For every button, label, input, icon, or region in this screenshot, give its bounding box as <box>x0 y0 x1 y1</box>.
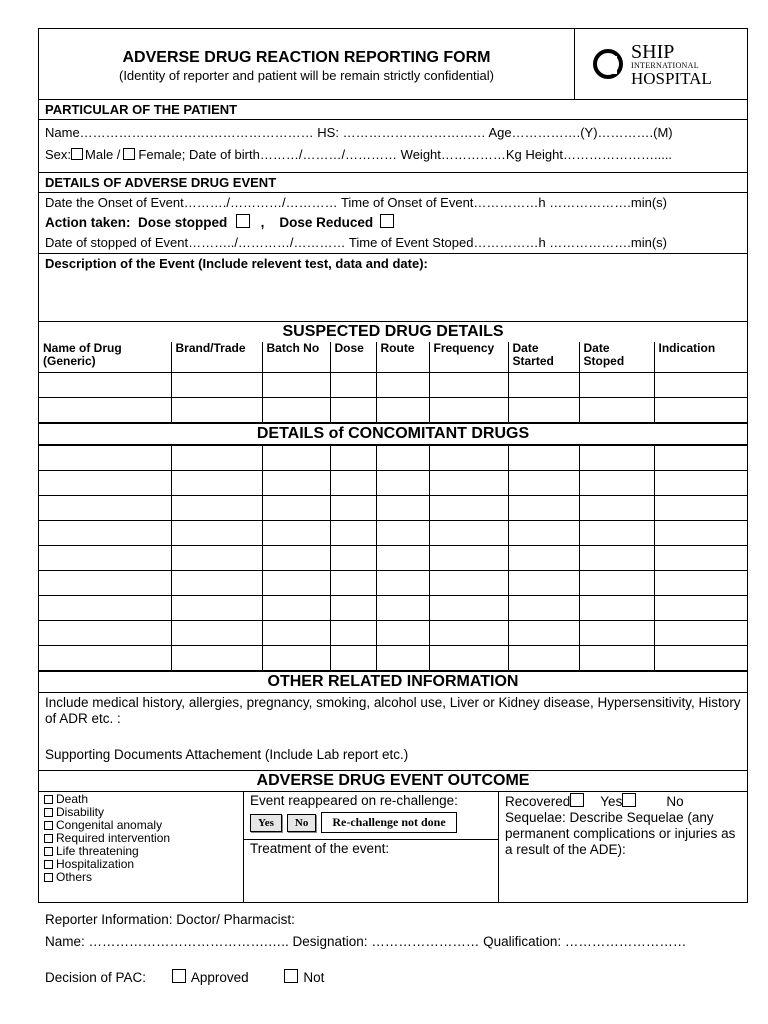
table-row[interactable] <box>39 621 747 646</box>
form-title: ADVERSE DRUG REACTION REPORTING FORM <box>122 49 491 66</box>
outcome-checkbox[interactable] <box>44 873 53 882</box>
concomitant-title: DETAILS of CONCOMITANT DRUGS <box>39 424 747 445</box>
approved-checkbox[interactable] <box>172 969 186 983</box>
column-header: Frequency <box>429 342 508 373</box>
table-row[interactable] <box>39 646 747 671</box>
hospital-logo <box>574 29 747 99</box>
recovered-yes-checkbox[interactable] <box>622 793 636 807</box>
reporter-section <box>45 909 686 989</box>
table-row[interactable] <box>39 546 747 571</box>
rechallenge-yes-button[interactable]: Yes <box>250 814 282 832</box>
table-row[interactable] <box>39 596 747 621</box>
other-info-text: Include medical history, allergies, pregnancy, smoking, alcohol use, Liver or Kidney disease, Hypersensitivity, History of ADR etc. : <box>45 695 741 726</box>
outcome-section <box>39 792 747 902</box>
column-header: Indication <box>654 342 747 373</box>
concomitant-drug-table <box>39 445 747 671</box>
logo-mark-icon <box>593 49 623 79</box>
supporting-docs: Supporting Documents Attachement (Include Lab report etc.) <box>45 747 409 762</box>
pac-decision <box>45 967 686 989</box>
patient-dob-weight-height[interactable]: Date of birth………/………/………… Weight……………Kg Height…………………..... <box>189 147 673 162</box>
sex-label: Sex: <box>45 147 72 162</box>
outcome-label: Required intervention <box>56 831 171 845</box>
recovered-checkbox[interactable] <box>570 793 584 807</box>
recovery-section <box>499 792 747 902</box>
outcome-checkbox[interactable] <box>44 847 53 856</box>
table-row[interactable] <box>39 373 747 398</box>
onset-line[interactable]: Date the Onset of Event………./…………/………… Time of Onset of Event……………h ……………….min(s) <box>45 195 667 210</box>
other-info[interactable] <box>39 693 747 771</box>
column-header: Brand/Trade <box>171 342 262 373</box>
outcome-title: ADVERSE DRUG EVENT OUTCOME <box>39 771 747 792</box>
stopped-line[interactable]: Date of stopped of Event………../…………/………… Time of Event Stoped……………h ……………….min(s) <box>45 235 668 250</box>
column-header: Dose <box>330 342 376 373</box>
rechallenge-not-done-button[interactable]: Re-challenge not done <box>321 812 456 833</box>
not-checkbox[interactable] <box>284 969 298 983</box>
dose-reduced-checkbox[interactable] <box>380 214 394 228</box>
outcome-checkbox[interactable] <box>44 795 53 804</box>
column-header: Name of Drug (Generic) <box>39 342 171 373</box>
outcome-label: Disability <box>56 805 105 819</box>
other-title: OTHER RELATED INFORMATION <box>39 672 747 693</box>
form-title-block <box>39 29 574 99</box>
female-checkbox[interactable] <box>123 148 135 160</box>
outcome-label: Hospitalization <box>56 857 135 871</box>
outcome-item <box>44 871 238 884</box>
table-row[interactable] <box>39 446 747 471</box>
outcome-checklist <box>39 792 244 902</box>
reporter-info: Reporter Information: Doctor/ Pharmacist: <box>45 912 295 927</box>
sequelae-text[interactable]: Sequelae: Describe Sequelae (any permanent complications or injuries as a result of the ADE): <box>505 810 736 857</box>
female-label: Female; <box>138 147 186 162</box>
patient-sex-line <box>39 144 747 166</box>
table-row[interactable] <box>39 496 747 521</box>
logo-line2: INTERNATIONAL <box>631 60 699 70</box>
male-checkbox[interactable] <box>71 148 83 160</box>
comma: , <box>260 215 265 230</box>
table-row[interactable] <box>39 398 747 423</box>
outcome-label: Others <box>56 870 93 884</box>
dose-stopped-label: Dose stopped <box>138 215 228 230</box>
outcome-checkbox[interactable] <box>44 860 53 869</box>
rechallenge-no-button[interactable]: No <box>287 814 316 832</box>
suspected-drug-table <box>39 342 747 423</box>
form-subtitle: (Identity of reporter and patient will be remain strictly confidential) <box>118 68 494 83</box>
patient-name-line[interactable]: Name……………………………………………… HS: …………………………… Age…………….(Y)………….(M) <box>45 125 673 140</box>
form-header <box>39 29 747 100</box>
male-label: Male / <box>85 147 121 162</box>
event-description[interactable]: Description of the Event (Include relevent test, data and date): <box>39 254 747 322</box>
approved-label: Approved <box>190 970 249 985</box>
table-row[interactable] <box>39 471 747 496</box>
recovered-label: Recovered <box>505 794 571 809</box>
column-header: Date Started <box>508 342 579 373</box>
rechallenge-label: Event reappeared on re-challenge: <box>250 793 458 808</box>
outcome-checkbox[interactable] <box>44 808 53 817</box>
recovered-yes-label: Yes <box>600 794 623 809</box>
dose-stopped-checkbox[interactable] <box>236 214 250 228</box>
pac-label: Decision of PAC: <box>45 970 147 985</box>
outcome-label: Death <box>56 792 89 806</box>
column-header: Route <box>376 342 429 373</box>
column-header: Date Stoped <box>579 342 654 373</box>
patient-section <box>39 122 747 173</box>
rechallenge-section <box>244 792 499 902</box>
recovered-no-label: No <box>666 794 684 809</box>
table-row[interactable] <box>39 521 747 546</box>
treatment-label[interactable]: Treatment of the event: <box>250 841 390 856</box>
not-label: Not <box>303 970 325 985</box>
reporter-fields[interactable]: Name: ………………………………….….. Designation: …………………… Qualification: ……………………… <box>45 934 687 949</box>
action-label: Action taken: <box>45 215 131 230</box>
event-dates <box>39 193 747 254</box>
patient-heading: PARTICULAR OF THE PATIENT <box>39 100 747 120</box>
column-header: Batch No <box>262 342 330 373</box>
event-heading: DETAILS OF ADVERSE DRUG EVENT <box>39 173 747 193</box>
outcome-checkbox[interactable] <box>44 834 53 843</box>
logo-line1: SHIP <box>631 40 675 63</box>
suspected-title: SUSPECTED DRUG DETAILS <box>282 323 504 340</box>
logo-line3: HOSPITAL <box>631 68 712 88</box>
adr-form <box>38 28 748 903</box>
outcome-label: Congenital anomaly <box>56 818 163 832</box>
table-row[interactable] <box>39 571 747 596</box>
outcome-label: Life threatening <box>56 844 139 858</box>
action-taken-line <box>39 213 747 233</box>
concomitant-table-wrap <box>39 445 747 672</box>
suspected-table-wrap <box>39 342 747 424</box>
dose-reduced-label: Dose Reduced <box>279 215 374 230</box>
outcome-checkbox[interactable] <box>44 821 53 830</box>
